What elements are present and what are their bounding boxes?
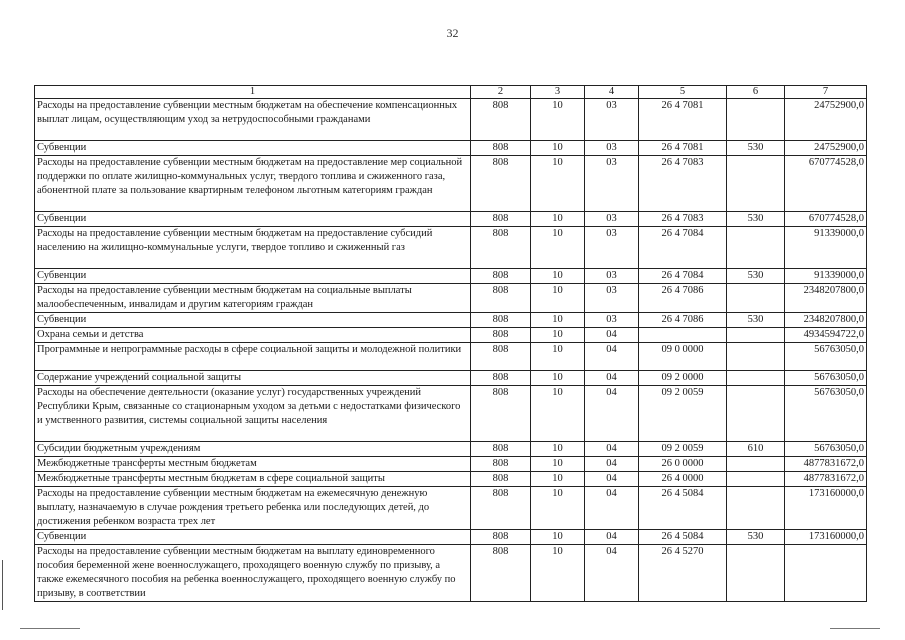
expense-type-cell: 610	[727, 442, 785, 457]
table-row	[35, 530, 867, 545]
amount-cell: 2348207800,0	[785, 284, 867, 313]
expense-type-cell	[727, 227, 785, 269]
expense-type-cell	[727, 487, 785, 530]
table-row	[35, 472, 867, 487]
ministry-code-cell: 808	[471, 487, 531, 530]
ministry-code-cell: 808	[471, 328, 531, 343]
ministry-code-cell: 808	[471, 141, 531, 156]
table-row	[35, 545, 867, 602]
column-header: 7	[785, 86, 867, 99]
amount-cell: 56763050,0	[785, 442, 867, 457]
item-name-cell: Субсидии бюджетным учреждениям	[35, 442, 471, 457]
item-name-cell: Межбюджетные трансферты местным бюджетам в сфере социальной защиты	[35, 472, 471, 487]
amount-cell: 24752900,0	[785, 99, 867, 141]
table-row	[35, 284, 867, 313]
table-row	[35, 343, 867, 371]
subsection-code-cell: 04	[585, 530, 639, 545]
amount-cell: 56763050,0	[785, 343, 867, 371]
target-article-cell: 26 4 5084	[639, 530, 727, 545]
item-name-cell: Расходы на предоставление субвенции местным бюджетам на социальные выплаты малообеспеченным, инвалидам и другим категориям граждан	[35, 284, 471, 313]
expense-type-cell: 530	[727, 212, 785, 227]
section-code-cell: 10	[531, 99, 585, 141]
amount-cell: 91339000,0	[785, 269, 867, 284]
subsection-code-cell: 04	[585, 343, 639, 371]
item-name-cell: Содержание учреждений социальной защиты	[35, 371, 471, 386]
table-row	[35, 156, 867, 212]
target-article-cell: 26 4 7083	[639, 212, 727, 227]
ministry-code-cell: 808	[471, 371, 531, 386]
table-row	[35, 313, 867, 328]
ministry-code-cell: 808	[471, 457, 531, 472]
target-article-cell: 26 4 0000	[639, 472, 727, 487]
table-row	[35, 99, 867, 141]
item-name-cell: Субвенции	[35, 313, 471, 328]
amount-cell: 173160000,0	[785, 487, 867, 530]
subsection-code-cell: 03	[585, 212, 639, 227]
ministry-code-cell: 808	[471, 343, 531, 371]
expense-type-cell	[727, 284, 785, 313]
ministry-code-cell: 808	[471, 472, 531, 487]
target-article-cell: 26 4 7084	[639, 269, 727, 284]
target-article-cell: 09 2 0059	[639, 442, 727, 457]
expense-type-cell	[727, 457, 785, 472]
item-name-cell: Программные и непрограммные расходы в сфере социальной защиты и молодежной политики	[35, 343, 471, 371]
expense-type-cell: 530	[727, 269, 785, 284]
scan-artifact-line	[20, 628, 80, 629]
section-code-cell: 10	[531, 457, 585, 472]
subsection-code-cell: 04	[585, 328, 639, 343]
ministry-code-cell: 808	[471, 227, 531, 269]
item-name-cell: Расходы на предоставление субвенции местным бюджетам на ежемесячную денежную выплату, назначаемую в случае рождения третьего ребенка или последующих детей, до достижения ребенком возраста трех лет	[35, 487, 471, 530]
subsection-code-cell: 03	[585, 99, 639, 141]
expense-type-cell: 530	[727, 141, 785, 156]
target-article-cell: 09 0 0000	[639, 343, 727, 371]
subsection-code-cell: 03	[585, 227, 639, 269]
item-name-cell: Субвенции	[35, 212, 471, 227]
subsection-code-cell: 04	[585, 371, 639, 386]
item-name-cell: Расходы на предоставление субвенции местным бюджетам на предоставление субсидий населению на жилищно-коммунальные услуги, твердое топливо и сжиженный газ	[35, 227, 471, 269]
section-code-cell: 10	[531, 328, 585, 343]
target-article-cell: 26 4 7081	[639, 141, 727, 156]
item-name-cell: Субвенции	[35, 530, 471, 545]
subsection-code-cell: 03	[585, 284, 639, 313]
item-name-cell: Субвенции	[35, 269, 471, 284]
subsection-code-cell: 04	[585, 487, 639, 530]
amount-cell: 4877831672,0	[785, 457, 867, 472]
item-name-cell: Расходы на предоставление субвенции местным бюджетам на предоставление мер социальной поддержки по оплате жилищно-коммунальных услуг, твердого топлива и сжиженного газа, абонентной плате за пользование квартирным телефоном льготным категориям граждан	[35, 156, 471, 212]
expense-type-cell	[727, 371, 785, 386]
target-article-cell: 09 2 0000	[639, 371, 727, 386]
amount-cell: 91339000,0	[785, 227, 867, 269]
expense-type-cell: 530	[727, 530, 785, 545]
expense-type-cell	[727, 99, 785, 141]
expense-type-cell	[727, 156, 785, 212]
table-row	[35, 269, 867, 284]
table-row	[35, 328, 867, 343]
item-name-cell: Охрана семьи и детства	[35, 328, 471, 343]
section-code-cell: 10	[531, 530, 585, 545]
target-article-cell: 26 4 5084	[639, 487, 727, 530]
column-header: 1	[35, 86, 471, 99]
table-row	[35, 386, 867, 442]
subsection-code-cell: 03	[585, 141, 639, 156]
ministry-code-cell: 808	[471, 212, 531, 227]
item-name-cell: Расходы на предоставление субвенции местным бюджетам на выплату единовременного пособия беременной жене военнослужащего, проходящего военную службу по призыву, а также ежемесячного пособия на ребенка военнослужащего, проходящего военную службу по призыву, в соответствии	[35, 545, 471, 602]
subsection-code-cell: 03	[585, 269, 639, 284]
section-code-cell: 10	[531, 156, 585, 212]
amount-cell: 2348207800,0	[785, 313, 867, 328]
ministry-code-cell: 808	[471, 530, 531, 545]
amount-cell: 56763050,0	[785, 371, 867, 386]
section-code-cell: 10	[531, 141, 585, 156]
page-number: 32	[446, 26, 459, 40]
amount-cell: 4934594722,0	[785, 328, 867, 343]
target-article-cell: 26 0 0000	[639, 457, 727, 472]
expense-type-cell	[727, 472, 785, 487]
scan-margin-line	[2, 560, 3, 610]
table-row	[35, 442, 867, 457]
section-code-cell: 10	[531, 212, 585, 227]
amount-cell: 173160000,0	[785, 530, 867, 545]
target-article-cell: 09 2 0059	[639, 386, 727, 442]
item-name-cell: Субвенции	[35, 141, 471, 156]
table-header-row	[35, 86, 867, 99]
subsection-code-cell: 04	[585, 545, 639, 602]
table-row	[35, 141, 867, 156]
target-article-cell: 26 4 7086	[639, 284, 727, 313]
target-article-cell: 26 4 5270	[639, 545, 727, 602]
target-article-cell: 26 4 7086	[639, 313, 727, 328]
column-header: 5	[639, 86, 727, 99]
expense-type-cell	[727, 328, 785, 343]
amount-cell	[785, 545, 867, 602]
section-code-cell: 10	[531, 371, 585, 386]
column-header: 2	[471, 86, 531, 99]
section-code-cell: 10	[531, 487, 585, 530]
section-code-cell: 10	[531, 442, 585, 457]
table-row	[35, 371, 867, 386]
item-name-cell: Расходы на предоставление субвенции местным бюджетам на обеспечение компенсационных выплат лицам, осуществляющим уход за нетрудоспособными гражданами	[35, 99, 471, 141]
subsection-code-cell: 04	[585, 472, 639, 487]
expense-type-cell	[727, 343, 785, 371]
table-row	[35, 457, 867, 472]
target-article-cell: 26 4 7083	[639, 156, 727, 212]
target-article-cell: 26 4 7081	[639, 99, 727, 141]
item-name-cell: Межбюджетные трансферты местным бюджетам	[35, 457, 471, 472]
section-code-cell: 10	[531, 269, 585, 284]
section-code-cell: 10	[531, 227, 585, 269]
target-article-cell	[639, 328, 727, 343]
scan-artifact-line	[830, 628, 880, 629]
ministry-code-cell: 808	[471, 545, 531, 602]
ministry-code-cell: 808	[471, 99, 531, 141]
expense-type-cell	[727, 386, 785, 442]
amount-cell: 670774528,0	[785, 212, 867, 227]
ministry-code-cell: 808	[471, 284, 531, 313]
table-body	[35, 99, 867, 602]
column-header: 4	[585, 86, 639, 99]
ministry-code-cell: 808	[471, 442, 531, 457]
expense-type-cell: 530	[727, 313, 785, 328]
amount-cell: 24752900,0	[785, 141, 867, 156]
section-code-cell: 10	[531, 284, 585, 313]
subsection-code-cell: 04	[585, 457, 639, 472]
ministry-code-cell: 808	[471, 156, 531, 212]
subsection-code-cell: 03	[585, 313, 639, 328]
amount-cell: 670774528,0	[785, 156, 867, 212]
column-header: 3	[531, 86, 585, 99]
ministry-code-cell: 808	[471, 269, 531, 284]
amount-cell: 4877831672,0	[785, 472, 867, 487]
table-row	[35, 227, 867, 269]
section-code-cell: 10	[531, 343, 585, 371]
section-code-cell: 10	[531, 386, 585, 442]
subsection-code-cell: 04	[585, 386, 639, 442]
table-row	[35, 487, 867, 530]
table-row	[35, 212, 867, 227]
ministry-code-cell: 808	[471, 313, 531, 328]
section-code-cell: 10	[531, 545, 585, 602]
target-article-cell: 26 4 7084	[639, 227, 727, 269]
section-code-cell: 10	[531, 313, 585, 328]
ministry-code-cell: 808	[471, 386, 531, 442]
subsection-code-cell: 03	[585, 156, 639, 212]
amount-cell: 56763050,0	[785, 386, 867, 442]
item-name-cell: Расходы на обеспечение деятельности (оказание услуг) государственных учреждений Республики Крым, связанные со стационарным уходом за детьми с недостатками физического и умственного развития, системы социальной защиты населения	[35, 386, 471, 442]
subsection-code-cell: 04	[585, 442, 639, 457]
expense-type-cell	[727, 545, 785, 602]
section-code-cell: 10	[531, 472, 585, 487]
budget-table	[34, 85, 867, 602]
column-header: 6	[727, 86, 785, 99]
